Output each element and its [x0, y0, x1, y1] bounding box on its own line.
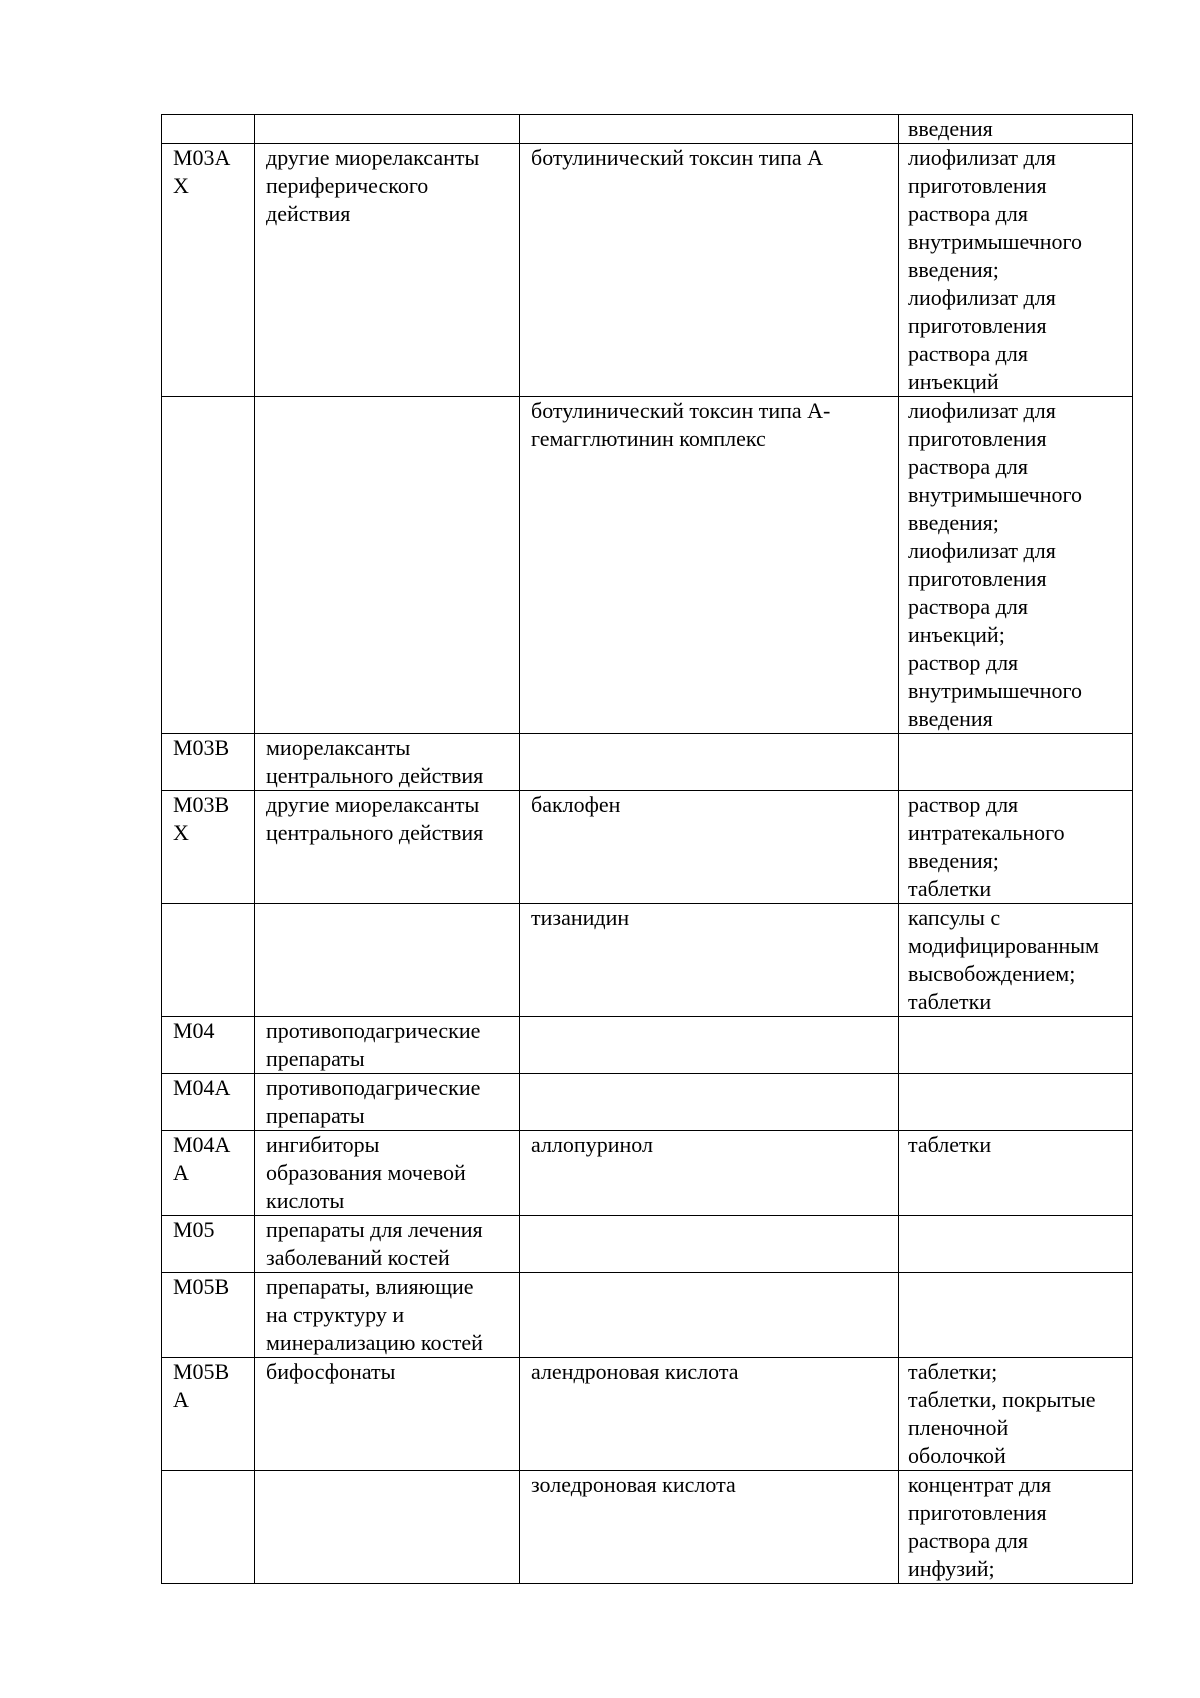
cell-text-line: лиофилизат для [908, 145, 1056, 170]
drug-name-cell [520, 1017, 899, 1074]
cell-text-line: миорелаксанты [266, 735, 411, 760]
dosage-form-cell [899, 1216, 1133, 1273]
cell-text-line: M04A [173, 1075, 231, 1100]
atc-code-cell [162, 1131, 255, 1216]
cell-text-line: другие миорелаксанты [266, 145, 480, 170]
cell-text-line: на структуру и [266, 1302, 405, 1327]
cell-text-line: раствора для [908, 454, 1028, 479]
cell-text-line: M05B [173, 1359, 230, 1384]
cell-text-line: внутримышечного [908, 229, 1082, 254]
table-row [162, 1074, 1133, 1131]
cell-text-line: приготовления [908, 173, 1047, 198]
cell-text-line: инъекций; [908, 622, 1005, 647]
cell-text-line: модифицированным [908, 933, 1099, 958]
cell-text-line: внутримышечного [908, 678, 1082, 703]
cell-text-line: пленочной [908, 1415, 1009, 1440]
cell-text-line: тизанидин [531, 905, 630, 930]
cell-text-line: препараты, влияющие [266, 1274, 474, 1299]
cell-text-line: M03B [173, 792, 230, 817]
cell-text-line: таблетки [908, 989, 992, 1014]
cell-text-line: M03B [173, 735, 230, 760]
dosage-form-cell [899, 734, 1133, 791]
atc-code-cell [162, 1273, 255, 1358]
cell-text-line: приготовления [908, 566, 1047, 591]
cell-text-line: инфузий; [908, 1556, 995, 1581]
cell-text-line: ингибиторы [266, 1132, 380, 1157]
drug-name-cell [520, 115, 899, 144]
group-name-cell [255, 1017, 520, 1074]
drug-name-cell [520, 1358, 899, 1471]
atc-code-cell [162, 791, 255, 904]
cell-text-line: концентрат для [908, 1472, 1052, 1497]
cell-text-line: X [173, 173, 189, 198]
cell-text-line: введения [908, 116, 993, 141]
cell-text-line: центрального действия [266, 820, 484, 845]
group-name-cell [255, 734, 520, 791]
table-row [162, 1131, 1133, 1216]
group-name-cell [255, 791, 520, 904]
cell-text-line: действия [266, 201, 351, 226]
dosage-form-cell [899, 1358, 1133, 1471]
cell-text-line: противоподагрические [266, 1018, 481, 1043]
cell-text-line: образования мочевой [266, 1160, 466, 1185]
group-name-cell [255, 1273, 520, 1358]
dosage-form-cell [899, 115, 1133, 144]
cell-text-line: раствор для [908, 650, 1019, 675]
cell-text-line: препараты [266, 1046, 365, 1071]
cell-text-line: введения [908, 706, 993, 731]
group-name-cell [255, 1131, 520, 1216]
cell-text-line: таблетки, покрытые [908, 1387, 1096, 1412]
cell-text-line: интратекального [908, 820, 1065, 845]
cell-text-line: таблетки; [908, 1359, 998, 1384]
atc-code-cell [162, 1216, 255, 1273]
cell-text-line: баклофен [531, 792, 621, 817]
drug-table [161, 114, 1133, 1584]
cell-text-line: лиофилизат для [908, 398, 1056, 423]
table-row [162, 1017, 1133, 1074]
dosage-form-cell [899, 904, 1133, 1017]
dosage-form-cell [899, 1273, 1133, 1358]
group-name-cell [255, 904, 520, 1017]
cell-text-line: M04A [173, 1132, 231, 1157]
table-row [162, 734, 1133, 791]
atc-code-cell [162, 1074, 255, 1131]
cell-text-line: бифосфонаты [266, 1359, 396, 1384]
dosage-form-cell [899, 144, 1133, 397]
cell-text-line: таблетки [908, 876, 992, 901]
cell-text-line: золедроновая кислота [531, 1472, 736, 1497]
dosage-form-cell [899, 397, 1133, 734]
dosage-form-cell [899, 791, 1133, 904]
table-row [162, 1216, 1133, 1273]
cell-text-line: введения; [908, 848, 999, 873]
atc-code-cell [162, 734, 255, 791]
cell-text-line: высвобождением; [908, 961, 1076, 986]
table-row [162, 1471, 1133, 1584]
drug-name-cell [520, 1131, 899, 1216]
atc-code-cell [162, 144, 255, 397]
cell-text-line: препараты [266, 1103, 365, 1128]
atc-code-cell [162, 904, 255, 1017]
cell-text-line: A [173, 1387, 189, 1412]
drug-name-cell [520, 1074, 899, 1131]
drug-name-cell [520, 1273, 899, 1358]
atc-code-cell [162, 397, 255, 734]
group-name-cell [255, 144, 520, 397]
cell-text-line: приготовления [908, 426, 1047, 451]
table-row [162, 144, 1133, 397]
drug-name-cell [520, 144, 899, 397]
cell-text-line: приготовления [908, 1500, 1047, 1525]
cell-text-line: раствора для [908, 1528, 1028, 1553]
atc-code-cell [162, 1017, 255, 1074]
cell-text-line: противоподагрические [266, 1075, 481, 1100]
cell-text-line: капсулы с [908, 905, 1001, 930]
cell-text-line: другие миорелаксанты [266, 792, 480, 817]
cell-text-line: аллопуринол [531, 1132, 653, 1157]
cell-text-line: минерализацию костей [266, 1330, 483, 1355]
cell-text-line: A [173, 1160, 189, 1185]
dosage-form-cell [899, 1471, 1133, 1584]
cell-text-line: инъекций [908, 369, 999, 394]
cell-text-line: лиофилизат для [908, 285, 1056, 310]
cell-text-line: раствор для [908, 792, 1019, 817]
cell-text-line: лиофилизат для [908, 538, 1056, 563]
cell-text-line: ботулинический токсин типа A [531, 145, 824, 170]
cell-text-line: алендроновая кислота [531, 1359, 739, 1384]
dosage-form-cell [899, 1017, 1133, 1074]
group-name-cell [255, 397, 520, 734]
table-row [162, 397, 1133, 734]
table-row [162, 791, 1133, 904]
cell-text-line: X [173, 820, 189, 845]
cell-text-line: внутримышечного [908, 482, 1082, 507]
group-name-cell [255, 1074, 520, 1131]
drug-name-cell [520, 397, 899, 734]
cell-text-line: M05 [173, 1217, 215, 1242]
table-row [162, 115, 1133, 144]
group-name-cell [255, 115, 520, 144]
cell-text-line: кислоты [266, 1188, 345, 1213]
cell-text-line: M03A [173, 145, 231, 170]
drug-name-cell [520, 791, 899, 904]
cell-text-line: раствора для [908, 594, 1028, 619]
cell-text-line: таблетки [908, 1132, 992, 1157]
group-name-cell [255, 1471, 520, 1584]
drug-name-cell [520, 904, 899, 1017]
cell-text-line: раствора для [908, 341, 1028, 366]
atc-code-cell [162, 1471, 255, 1584]
drug-name-cell [520, 734, 899, 791]
group-name-cell [255, 1216, 520, 1273]
cell-text-line: центрального действия [266, 763, 484, 788]
cell-text-line: приготовления [908, 313, 1047, 338]
cell-text-line: заболеваний костей [266, 1245, 450, 1270]
cell-text-line: M05B [173, 1274, 230, 1299]
cell-text-line: препараты для лечения [266, 1217, 483, 1242]
cell-text-line: гемагглютинин комплекс [531, 426, 766, 451]
cell-text-line: введения; [908, 257, 999, 282]
cell-text-line: M04 [173, 1018, 215, 1043]
cell-text-line: оболочкой [908, 1443, 1006, 1468]
cell-text-line: ботулинический токсин типа A- [531, 398, 831, 423]
cell-text-line: введения; [908, 510, 999, 535]
dosage-form-cell [899, 1074, 1133, 1131]
atc-code-cell [162, 115, 255, 144]
table-row [162, 1273, 1133, 1358]
dosage-form-cell [899, 1131, 1133, 1216]
table-row [162, 904, 1133, 1017]
table-row [162, 1358, 1133, 1471]
drug-name-cell [520, 1471, 899, 1584]
cell-text-line: периферического [266, 173, 429, 198]
drug-name-cell [520, 1216, 899, 1273]
cell-text-line: раствора для [908, 201, 1028, 226]
atc-code-cell [162, 1358, 255, 1471]
drug-table-body [162, 115, 1133, 1584]
group-name-cell [255, 1358, 520, 1471]
